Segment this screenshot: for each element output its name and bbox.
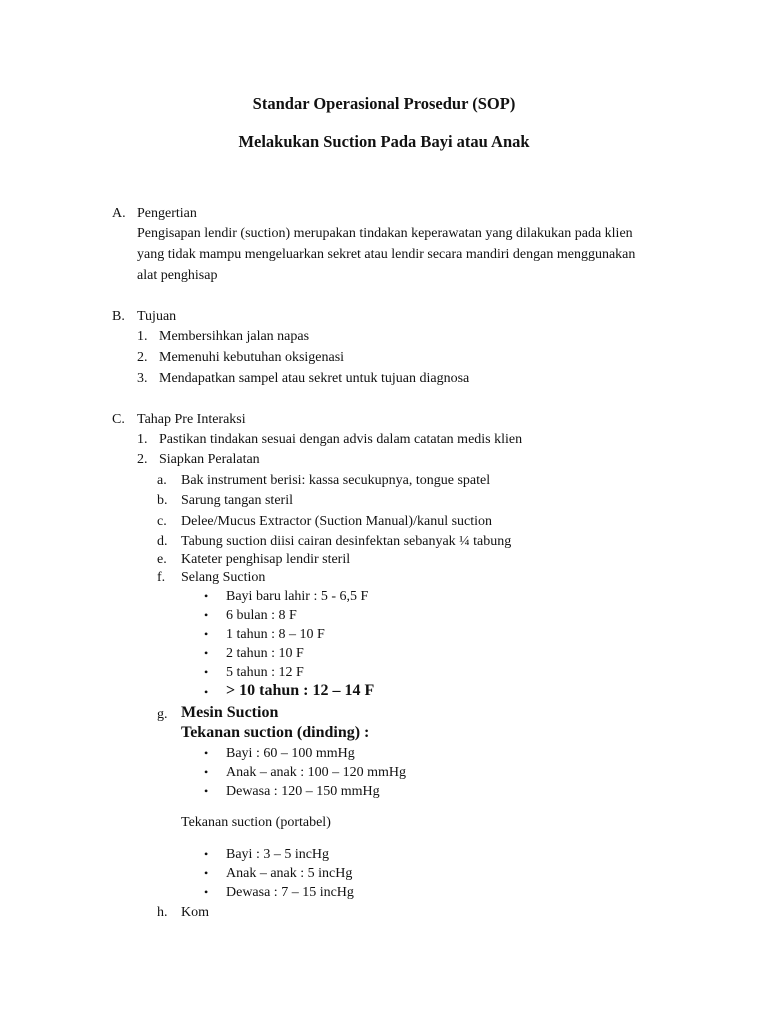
bullet-item: 6 bulan : 8 F bbox=[226, 608, 297, 623]
document-title: Standar Operasional Prosedur (SOP) bbox=[252, 94, 516, 113]
bullet-item: Dewasa : 7 – 15 incHg bbox=[226, 885, 354, 900]
bullet-icon: • bbox=[204, 627, 209, 641]
sub-item: Tabung suction diisi cairan desinfektan sebanyak ¼ tabung bbox=[181, 534, 512, 549]
list-item: Siapkan Peralatan bbox=[159, 452, 260, 467]
sub-item-letter: h. bbox=[157, 905, 168, 920]
sub-item-letter: f. bbox=[157, 570, 166, 585]
portabel-title: Tekanan suction (portabel) bbox=[181, 815, 331, 830]
sub-item: Kateter penghisap lendir steril bbox=[181, 552, 351, 567]
list-item: Pastikan tindakan sesuai dengan advis dalam catatan medis klien bbox=[159, 432, 523, 447]
bullet-item: 1 tahun : 8 – 10 F bbox=[226, 627, 325, 642]
section-a-marker: A. bbox=[112, 206, 126, 221]
bullet-icon: • bbox=[204, 746, 209, 760]
list-item: Membersihkan jalan napas bbox=[159, 329, 310, 344]
section-a-line: Pengisapan lendir (suction) merupakan tindakan keperawatan yang dilakukan pada klien bbox=[137, 226, 633, 241]
sub-item-letter: e. bbox=[157, 552, 167, 567]
sub-item-heading: Mesin Suction bbox=[181, 704, 279, 721]
list-item: Memenuhi kebutuhan oksigenasi bbox=[159, 350, 345, 365]
sub-item-letter: c. bbox=[157, 514, 167, 529]
sub-item-letter: g. bbox=[157, 707, 168, 722]
list-item-number: 1. bbox=[137, 329, 148, 344]
sub-item: Kom bbox=[181, 905, 209, 920]
section-a-line: alat penghisap bbox=[137, 268, 218, 283]
bullet-icon: • bbox=[204, 765, 209, 779]
sub-item: Bak instrument berisi: kassa secukupnya, tongue spatel bbox=[181, 473, 491, 488]
list-item-number: 1. bbox=[137, 432, 148, 447]
bullet-item: Bayi baru lahir : 5 - 6,5 F bbox=[226, 589, 369, 604]
sub-item-letter: b. bbox=[157, 493, 168, 508]
bullet-item: > 10 tahun : 12 – 14 F bbox=[226, 682, 375, 699]
bullet-item: Anak – anak : 5 incHg bbox=[226, 866, 353, 881]
list-item-number: 2. bbox=[137, 452, 148, 467]
bullet-item: Anak – anak : 100 – 120 mmHg bbox=[226, 765, 407, 780]
sub-item: Selang Suction bbox=[181, 570, 266, 585]
bullet-item: Bayi : 3 – 5 incHg bbox=[226, 847, 330, 862]
bullet-icon: • bbox=[204, 665, 209, 679]
bullet-icon: • bbox=[204, 847, 209, 861]
section-b-heading: Tujuan bbox=[137, 309, 177, 324]
bullet-icon: • bbox=[204, 885, 209, 899]
sub-item: Sarung tangan steril bbox=[181, 493, 293, 508]
list-item-number: 3. bbox=[137, 371, 148, 386]
section-c-heading: Tahap Pre Interaksi bbox=[137, 412, 246, 427]
bullet-item: Bayi : 60 – 100 mmHg bbox=[226, 746, 355, 761]
section-a-line: yang tidak mampu mengeluarkan sekret atau lendir secara mandiri dengan menggunakan bbox=[137, 247, 636, 262]
list-item-number: 2. bbox=[137, 350, 148, 365]
dinding-title: Tekanan suction (dinding) : bbox=[181, 724, 370, 741]
list-item: Mendapatkan sampel atau sekret untuk tujuan diagnosa bbox=[159, 371, 470, 386]
section-b-marker: B. bbox=[112, 309, 125, 324]
bullet-icon: • bbox=[204, 589, 209, 603]
section-c-marker: C. bbox=[112, 412, 125, 427]
sub-item: Delee/Mucus Extractor (Suction Manual)/kanul suction bbox=[181, 514, 493, 529]
bullet-item: 5 tahun : 12 F bbox=[226, 665, 304, 680]
bullet-icon: • bbox=[204, 685, 209, 699]
sub-item-letter: d. bbox=[157, 534, 168, 549]
bullet-item: Dewasa : 120 – 150 mmHg bbox=[226, 784, 380, 799]
document-subtitle: Melakukan Suction Pada Bayi atau Anak bbox=[238, 132, 530, 151]
bullet-icon: • bbox=[204, 646, 209, 660]
bullet-icon: • bbox=[204, 608, 209, 622]
section-a-heading: Pengertian bbox=[137, 206, 197, 221]
sub-item-letter: a. bbox=[157, 473, 167, 488]
bullet-item: 2 tahun : 10 F bbox=[226, 646, 304, 661]
bullet-icon: • bbox=[204, 784, 209, 798]
bullet-icon: • bbox=[204, 866, 209, 880]
